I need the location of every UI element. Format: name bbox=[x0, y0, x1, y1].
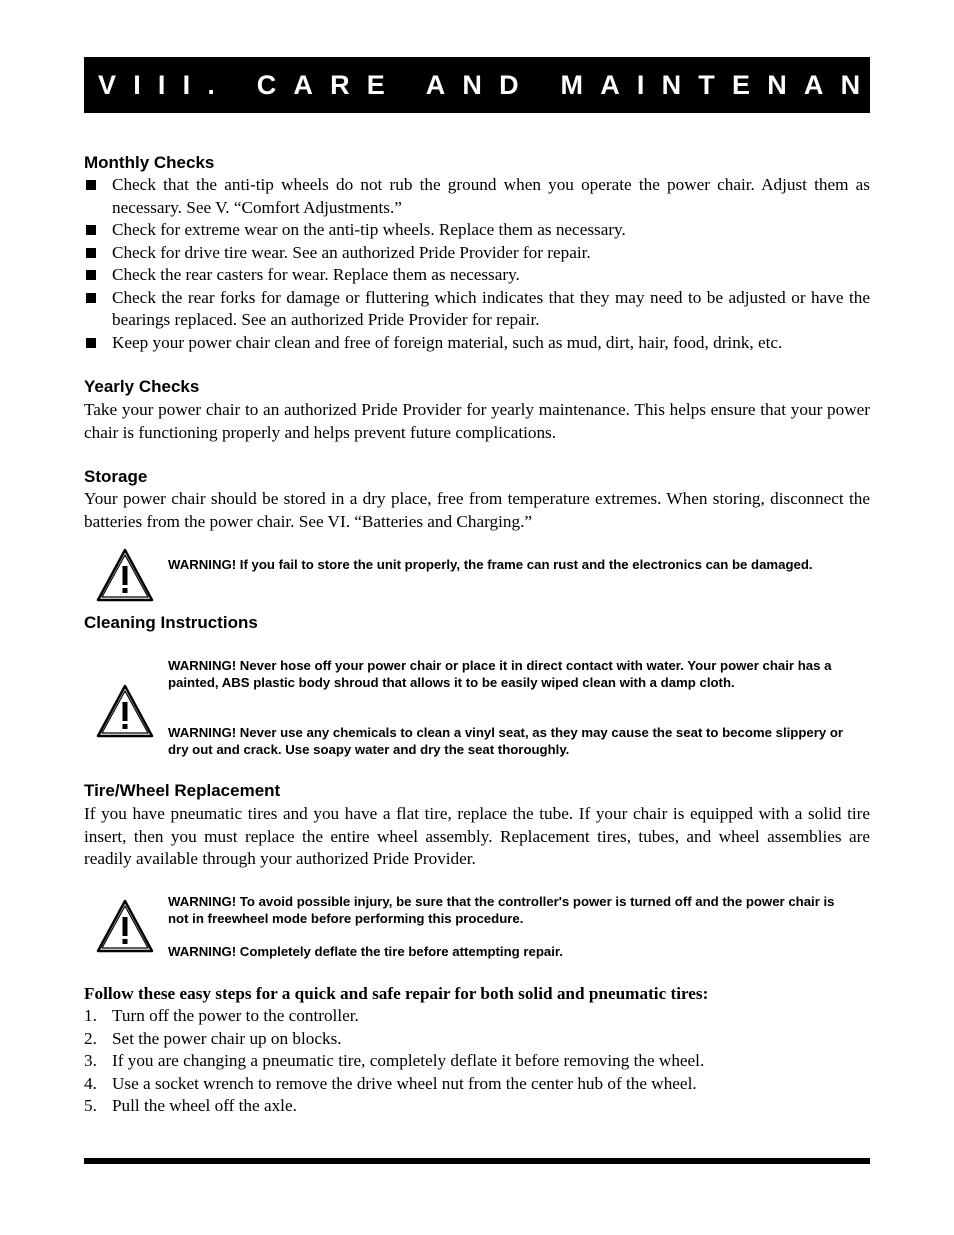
list-item: Check that the anti-tip wheels do not rub the ground when you operate the power chair. Adjust them as necessary. See V. “Comfort Adjustments.” bbox=[84, 174, 870, 219]
tire-warning-deflate: WARNING! Completely deflate the tire before attempting repair. bbox=[168, 944, 563, 959]
warning-triangle-icon bbox=[95, 547, 155, 603]
list-item: Keep your power chair clean and free of foreign material, such as mud, dirt, hair, food, drink, etc. bbox=[84, 332, 870, 355]
list-item: 5. Pull the wheel off the axle. bbox=[84, 1096, 297, 1115]
storage-text: Your power chair should be stored in a dry place, free from temperature extremes. When storing, disconnect the batteries from the power chair. See VI. “Batteries and Charging.” bbox=[84, 489, 870, 531]
list-item: Check the rear forks for damage or fluttering which indicates that they may need to be adjusted or have the bearings replaced. See an authorized Pride Provider for repair. bbox=[84, 287, 870, 332]
monthly-checks-heading: Monthly Checks bbox=[84, 153, 215, 172]
footer-rule bbox=[84, 1158, 870, 1164]
bullet-square-icon bbox=[86, 248, 96, 258]
section-title-banner: VIII. CARE AND MAINTENANCE bbox=[84, 57, 870, 113]
tire-replacement-heading: Tire/Wheel Replacement bbox=[84, 781, 281, 800]
list-item: Check the rear casters for wear. Replace them as necessary. bbox=[84, 264, 870, 287]
bullet-square-icon bbox=[86, 270, 96, 280]
cleaning-heading: Cleaning Instructions bbox=[84, 613, 258, 632]
tire-replacement-text: If you have pneumatic tires and you have a flat tire, replace the tube. If your chair is equipped with a solid tire insert, then you must replace the entire wheel assembly. Replacement tires, tubes, and wheel assemblies are readily available through your authorized Pride Provider. bbox=[84, 804, 870, 868]
bullet-square-icon bbox=[86, 293, 96, 303]
warning-triangle-icon bbox=[95, 898, 155, 954]
storage-warning: WARNING! If you fail to store the unit properly, the frame can rust and the electronics can be damaged. bbox=[168, 557, 813, 572]
cleaning-warning-chemicals: WARNING! Never use any chemicals to clean a vinyl seat, as they may cause the seat to become slippery or dry out and crack. Use soapy water and dry the seat thoroughly. bbox=[168, 725, 844, 757]
list-item: 2. Set the power chair up on blocks. bbox=[84, 1028, 342, 1048]
list-item: Check for drive tire wear. See an authorized Pride Provider for repair. bbox=[84, 242, 870, 265]
storage-heading: Storage bbox=[84, 467, 148, 486]
yearly-checks-text: Take your power chair to an authorized Pride Provider for yearly maintenance. This helps ensure that your power chair is functioning properly and helps prevent future complications. bbox=[84, 400, 870, 442]
yearly-checks-heading: Yearly Checks bbox=[84, 377, 200, 396]
cleaning-warning-water: WARNING! Never hose off your power chair or place it in direct contact with water. Your power chair has a painted, ABS plastic body shroud that allows it to be easily wiped clean with a damp cloth. bbox=[168, 658, 832, 690]
list-item: Check for extreme wear on the anti-tip wheels. Replace them as necessary. bbox=[84, 219, 870, 242]
warning-triangle-icon bbox=[95, 683, 155, 739]
bullet-square-icon bbox=[86, 180, 96, 190]
list-item: 1. Turn off the power to the controller. bbox=[84, 1006, 359, 1025]
bullet-square-icon bbox=[86, 225, 96, 235]
monthly-checks-list bbox=[84, 174, 870, 354]
tire-warning-power: WARNING! To avoid possible injury, be sure that the controller's power is turned off and the power chair is not in freewheel mode before performing this procedure. bbox=[168, 894, 835, 926]
list-item: 3. If you are changing a pneumatic tire, completely deflate it before removing the wheel. bbox=[84, 1051, 705, 1070]
repair-steps-list bbox=[84, 1005, 870, 1118]
bullet-square-icon bbox=[86, 338, 96, 348]
list-item: 4. Use a socket wrench to remove the drive wheel nut from the center hub of the wheel. bbox=[84, 1073, 697, 1093]
steps-intro: Follow these easy steps for a quick and safe repair for both solid and pneumatic tires: bbox=[84, 984, 709, 1003]
